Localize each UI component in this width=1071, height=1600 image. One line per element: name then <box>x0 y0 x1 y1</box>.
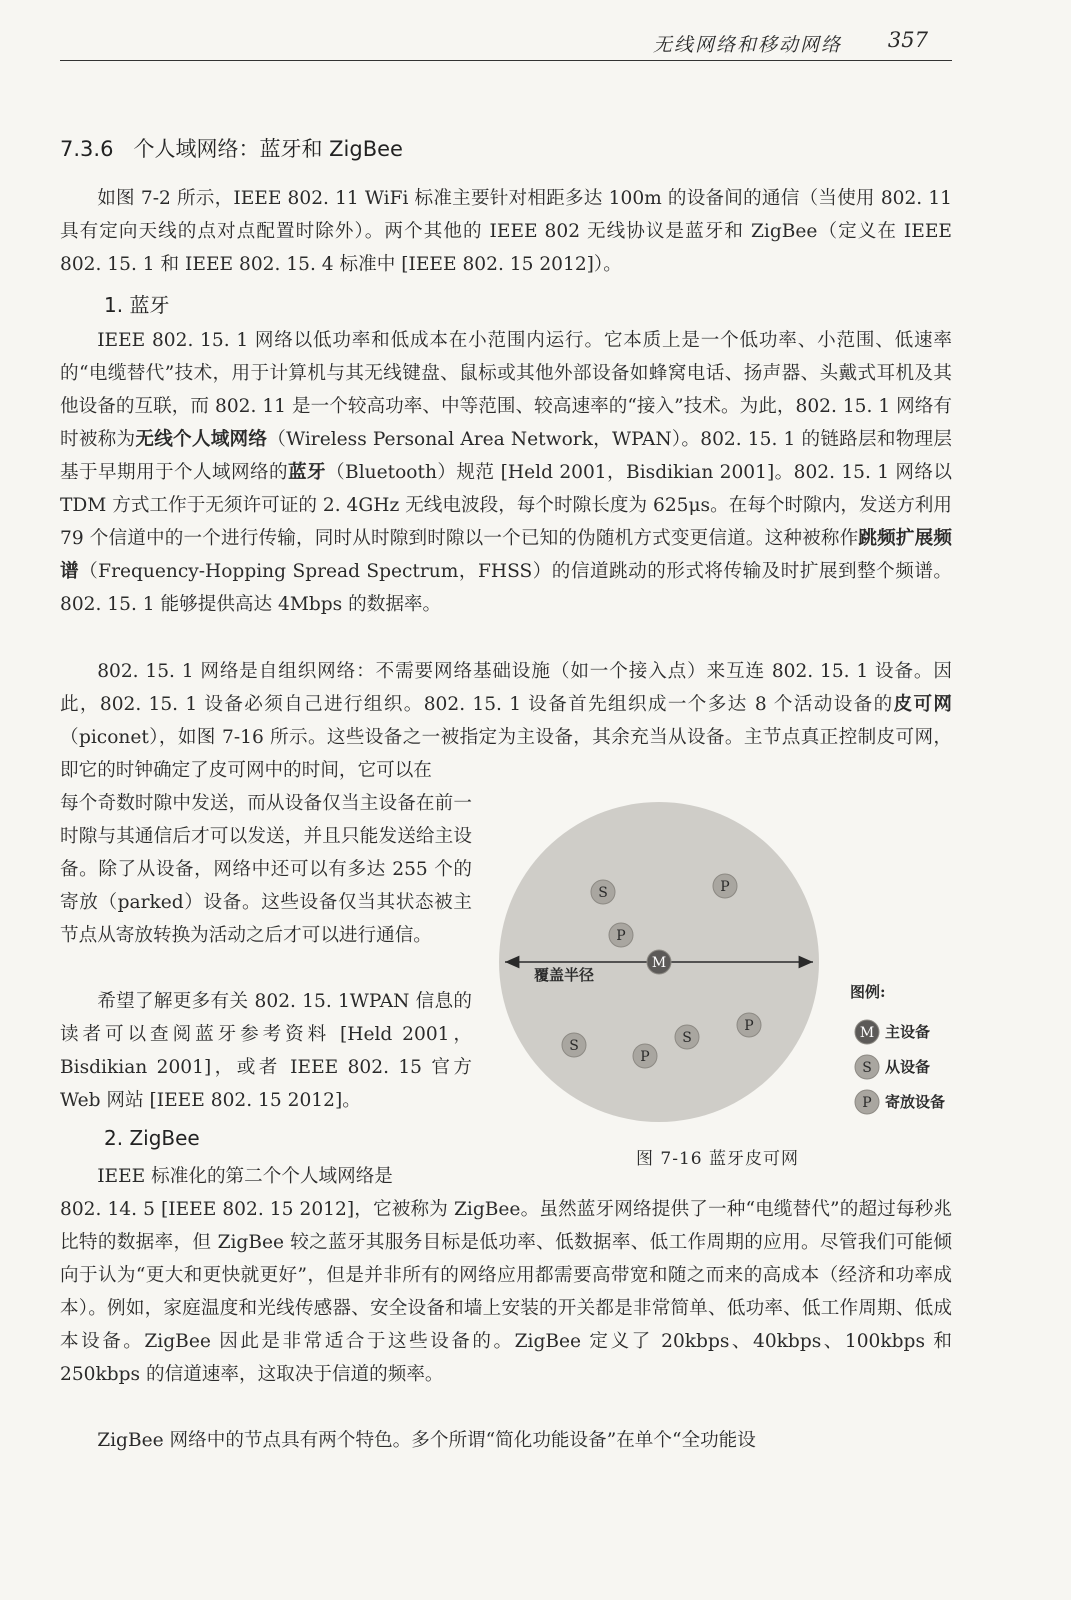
svg-text:P: P <box>640 1049 650 1065</box>
svg-text:S: S <box>862 1060 872 1076</box>
section-heading <box>60 133 403 163</box>
bluetooth-paragraph-2 <box>60 655 952 787</box>
text-run: （Wireless Personal Area Network，WPAN）。802. 15. 1 的链路层和物理层基于早期用于个人域网络的 <box>60 429 952 483</box>
svg-text:S: S <box>569 1038 579 1054</box>
text-run: （piconet），如图 7-16 所示。这些设备之一被指定为主设备，其余充当从设备。主节点真正控制皮可网，即它的时钟确定了皮可网中的时间，它可以在 <box>60 727 952 781</box>
term-wpan: 无线个人域网络 <box>135 429 268 450</box>
legend <box>855 1020 945 1114</box>
legend-slave-symbol <box>855 1055 879 1079</box>
svg-text:P: P <box>862 1095 872 1111</box>
parked-node <box>713 874 737 898</box>
term-piconet: 皮可网 <box>893 694 952 715</box>
svg-text:S: S <box>598 885 608 901</box>
piconet-figure <box>497 800 967 1180</box>
bluetooth-paragraph-3: 希望了解更多有关 802. 15. 1WPAN 信息的读者可以查阅蓝牙参考资料 [Held 2001，Bisdikian 2001]，或者 IEEE 802. 15 官方 Web 网站 [IEEE 802. 15 2012]。 <box>60 991 472 1111</box>
text-run: （Frequency-Hopping Spread Spectrum，FHSS）的信道跳动的形式将传输及时扩展到整个频谱。802. 15. 1 能够提供高达 4Mbps 的数据率。 <box>60 561 952 615</box>
bluetooth-heading: 1. 蓝牙 <box>104 293 170 317</box>
text-run: 802. 15. 1 网络是自组织网络：不需要网络基础设施（如一个接入点）来互连 802. 15. 1 设备。因此，802. 15. 1 设备必须自己进行组织。802. 15. 1 设备首先组织成一个多达 8 个活动设备的 <box>60 661 952 715</box>
parked-node <box>609 923 633 947</box>
svg-text:P: P <box>616 928 626 944</box>
running-title: 无线网络和移动网络 <box>652 34 842 56</box>
term-bluetooth: 蓝牙 <box>288 462 327 483</box>
master-node <box>647 950 671 974</box>
figure-caption: 图 7-16 蓝牙皮可网 <box>636 1149 799 1169</box>
piconet-diagram <box>497 800 967 1180</box>
term-fhss: 跳频扩展频谱 <box>60 528 952 582</box>
legend-parked-symbol <box>855 1090 879 1114</box>
legend-parked-label: 寄放设备 <box>885 1093 946 1111</box>
zigbee-paragraph-1-start: IEEE 标准化的第二个个人域网络是 <box>97 1166 393 1187</box>
bluetooth-paragraph-1 <box>60 324 952 621</box>
text-run: IEEE 802. 15. 1 网络以低功率和低成本在小范围内运行。它本质上是一个低功率、小范围、低速率的“电缆替代”技术，用于计算机与其无线键盘、鼠标或其他外部设备如蜂窝电话、扬声器、头戴式耳机及其他设备的互联，而 802. 11 是一个较高功率、中等范围、较高速率的“接入”技术。为此，802. 15. 1 网络有时被称为 <box>60 330 952 450</box>
text-run: （Bluetooth）规范 [Held 2001，Bisdikian 2001]。802. 15. 1 网络以 TDM 方式工作于无须许可证的 2. 4GHz 无线电波段，每个时隙长度为 625μs。在每个时隙内，发送方利用 79 个信道中的一个进行传输，同时从时隙到时隙以一个已知的伪随机方式变更信道。这种被称作 <box>60 462 952 549</box>
svg-text:S: S <box>682 1030 692 1046</box>
running-header <box>60 28 952 61</box>
section-title: 个人域网络：蓝牙和 ZigBee <box>133 137 403 161</box>
zigbee-paragraph-2: ZigBee 网络中的节点具有两个特色。多个所谓“简化功能设备”在单个“全功能设 <box>97 1430 756 1451</box>
legend-master-symbol <box>855 1020 879 1044</box>
legend-title: 图例: <box>850 983 886 1001</box>
svg-text:P: P <box>720 879 730 895</box>
zigbee-heading: 2. ZigBee <box>104 1126 200 1150</box>
legend-master-label: 主设备 <box>885 1023 931 1041</box>
section-number: 7.3.6 <box>60 137 114 161</box>
intro-paragraph: 如图 7-2 所示，IEEE 802. 11 WiFi 标准主要针对相距多达 100m 的设备间的通信（当使用 802. 11 具有定向天线的点对点配置时除外）。两个其他的 IEEE 802 无线协议是蓝牙和 ZigBee（定义在 IEEE 802. 15. 1 和 IEEE 802. 15. 4 标准中 [IEEE 802. 15 2012]）。 <box>60 188 952 275</box>
page-number: 357 <box>887 28 928 52</box>
slave-node <box>675 1025 699 1049</box>
parked-node <box>633 1044 657 1068</box>
parked-node <box>737 1013 761 1037</box>
zigbee-paragraph-1-rest: 802. 14. 5 [IEEE 802. 15 2012]，它被称为 ZigBee。虽然蓝牙网络提供了一种“电缆替代”的超过每秒兆比特的数据率，但 ZigBee 较之蓝牙其服务目标是低功率、低数据率、低工作周期的应用。尽管我们可能倾向于认为“更大和更快就更好”，但是并非所有的网络应用都需要高带宽和随之而来的高成本（经济和功率成本）。例如，家庭温度和光线传感器、安全设备和墙上安装的开关都是非常简单、低功率、低工作周期、低成本设备。ZigBee 因此是非常适合于这些设备的。ZigBee 定义了 20kbps、40kbps、100kbps 和 250kbps 的信道速率，这取决于信道的频率。 <box>60 1199 952 1385</box>
slave-node <box>562 1033 586 1057</box>
bluetooth-paragraph-2-continued: 每个奇数时隙中发送，而从设备仅当主设备在前一时隙与其通信后才可以发送，并且只能发送给主设备。除了从设备，网络中还可以有多达 255 个的寄放（parked）设备。这些设备仅当其状态被主节点从寄放转换为活动之后才可以进行通信。 <box>60 793 472 946</box>
coverage-radius-label: 覆盖半径 <box>534 966 595 984</box>
legend-slave-label: 从设备 <box>885 1058 931 1076</box>
svg-text:M: M <box>859 1025 875 1041</box>
slave-node <box>591 880 615 904</box>
svg-text:P: P <box>744 1018 754 1034</box>
svg-text:M: M <box>651 955 667 971</box>
